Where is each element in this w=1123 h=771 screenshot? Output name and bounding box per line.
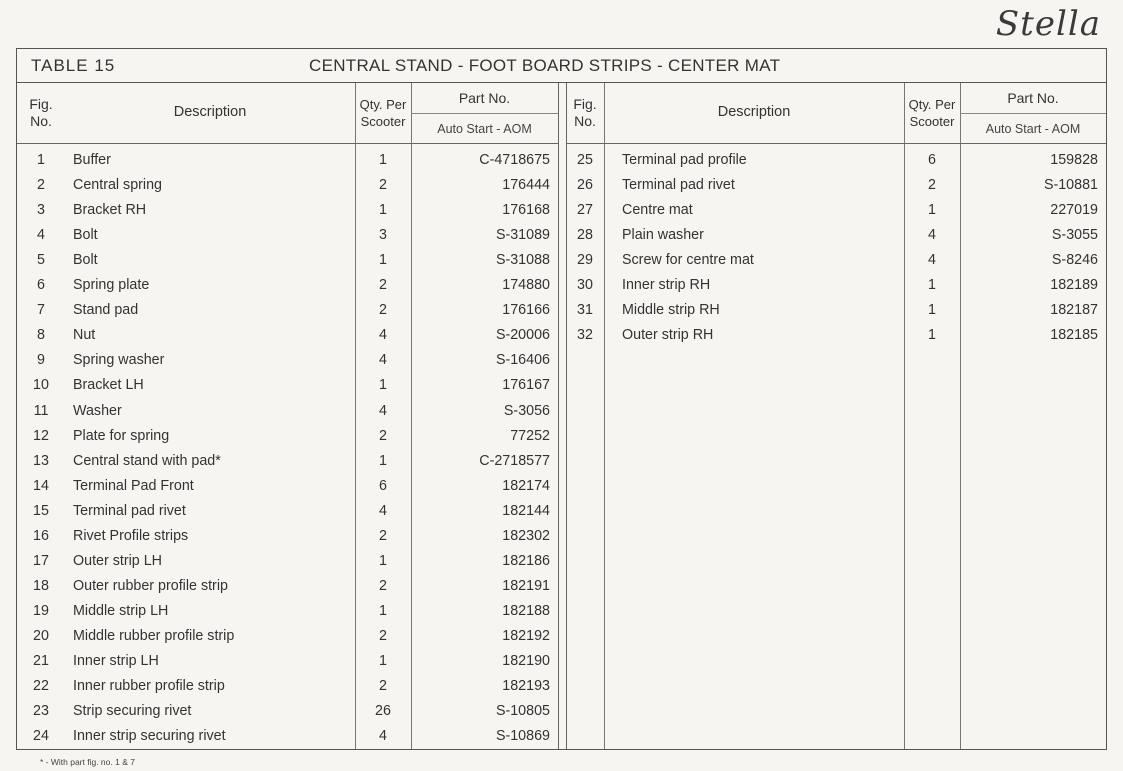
part-number: 182191: [502, 577, 550, 594]
part-description: Inner strip securing rivet: [73, 728, 226, 745]
header-fig: Fig. No.: [573, 96, 597, 129]
quantity: 2: [379, 527, 387, 544]
table-row: [17, 274, 558, 299]
quantity: 1: [379, 377, 387, 394]
table-row: [566, 174, 1106, 199]
fig-number: 14: [33, 477, 49, 494]
part-description: Central spring: [73, 177, 162, 194]
quantity: 1: [379, 152, 387, 168]
table-row: [566, 224, 1106, 249]
part-description: Outer rubber profile strip: [73, 577, 228, 594]
quantity: 4: [379, 402, 387, 419]
part-number: S-10881: [1043, 177, 1098, 194]
table-row: [566, 149, 1106, 174]
fig-number: 30: [577, 277, 593, 294]
fig-number: 16: [33, 527, 49, 544]
part-description: Outer strip RH: [622, 327, 714, 344]
quantity: 1: [379, 653, 387, 669]
fig-number: 8: [37, 327, 45, 344]
table-right-half: [566, 83, 1106, 749]
part-description: Stand pad: [73, 302, 139, 319]
footnote: * - With part fig. no. 1 & 7: [40, 757, 135, 767]
quantity: 1: [928, 327, 936, 344]
header-part-no: Part No.: [1007, 90, 1059, 106]
fig-number: 24: [33, 728, 49, 745]
part-description: Bracket RH: [73, 202, 147, 219]
part-number: 77252: [510, 427, 550, 444]
header-description: Description: [717, 104, 791, 120]
table-row: [566, 274, 1106, 299]
part-description: Middle strip LH: [73, 602, 169, 619]
table-row: [17, 700, 558, 725]
fig-number: 13: [33, 452, 49, 469]
quantity: 4: [379, 327, 387, 344]
table-row: [17, 199, 558, 224]
quantity: 1: [379, 452, 387, 469]
header-variant: Auto Start - AOM: [985, 122, 1081, 136]
part-number: S-16406: [495, 352, 550, 369]
table-row: [566, 324, 1106, 349]
fig-number: 4: [37, 227, 45, 244]
quantity: 1: [379, 552, 387, 569]
part-description: Plate for spring: [73, 427, 170, 444]
part-number: 182189: [1050, 277, 1098, 294]
quantity: 4: [928, 227, 936, 244]
fig-number: 26: [577, 177, 593, 194]
fig-number: 6: [37, 277, 45, 294]
quantity: 4: [379, 502, 387, 519]
fig-number: 7: [37, 302, 45, 319]
part-number: C-2718577: [479, 452, 550, 469]
part-number: 182193: [502, 678, 550, 695]
header-variant: Auto Start - AOM: [437, 122, 532, 136]
table-row: [17, 349, 558, 374]
table-row: [17, 149, 558, 174]
part-description: Nut: [73, 327, 96, 344]
quantity: 4: [379, 728, 387, 745]
part-description: Inner strip RH: [622, 277, 711, 294]
table-number: TABLE 15: [31, 56, 116, 75]
part-number: 182302: [502, 527, 550, 544]
fig-number: 5: [37, 252, 45, 269]
part-description: Rivet Profile strips: [73, 527, 189, 544]
quantity: 1: [379, 252, 387, 269]
table-row: [17, 475, 558, 500]
fig-number: 9: [37, 352, 45, 369]
part-number: S-10869: [495, 728, 550, 745]
part-number: 176444: [502, 177, 550, 194]
table-row: [17, 725, 558, 750]
table-row: [17, 550, 558, 575]
table-row: [17, 575, 558, 600]
part-number: 182174: [502, 477, 550, 494]
header-sub-divider: [411, 113, 558, 114]
part-description: Screw for centre mat: [622, 252, 754, 269]
fig-number: 28: [577, 227, 593, 244]
part-number: S-3056: [503, 402, 550, 419]
fig-number: 17: [33, 552, 49, 569]
table-row: [566, 199, 1106, 224]
table-row: [17, 500, 558, 525]
fig-number: 21: [33, 653, 49, 669]
part-description: Bolt: [73, 252, 98, 269]
quantity: 1: [928, 202, 936, 219]
fig-number: 19: [33, 602, 49, 619]
part-description: Inner rubber profile strip: [73, 678, 225, 695]
parts-table: [16, 48, 1107, 750]
table-row: [17, 650, 558, 675]
header-qty: Qty. Per Scooter: [908, 97, 956, 129]
part-description: Bolt: [73, 227, 98, 244]
part-number: 182187: [1050, 302, 1098, 319]
table-left-half: [17, 83, 558, 749]
table-row: [17, 400, 558, 425]
table-row: [17, 450, 558, 475]
fig-number: 15: [33, 502, 49, 519]
table-row: [17, 600, 558, 625]
part-number: 174880: [502, 277, 550, 294]
header-fig: Fig. No.: [29, 96, 53, 129]
fig-number: 31: [577, 302, 593, 319]
table-row: [566, 249, 1106, 274]
part-description: Middle strip RH: [622, 302, 720, 319]
fig-number: 18: [33, 577, 49, 594]
part-number: S-20006: [495, 327, 550, 344]
table-row: [17, 675, 558, 700]
table-row: [17, 174, 558, 199]
table-title: CENTRAL STAND - FOOT BOARD STRIPS - CENTER MAT: [309, 56, 781, 75]
part-description: Buffer: [73, 152, 111, 168]
part-number: 182144: [502, 502, 550, 519]
part-number: S-8246: [1051, 252, 1098, 269]
header-qty: Qty. Per Scooter: [359, 97, 407, 129]
table-row: [17, 525, 558, 550]
table-row: [17, 625, 558, 650]
quantity: 2: [379, 177, 387, 194]
header-sub-divider: [960, 113, 1106, 114]
quantity: 2: [379, 277, 387, 294]
fig-number: 25: [577, 152, 593, 168]
fig-number: 20: [33, 627, 49, 644]
fig-number: 1: [37, 152, 45, 168]
fig-number: 27: [577, 202, 593, 219]
part-number: 182188: [502, 602, 550, 619]
fig-number: 3: [37, 202, 45, 219]
part-number: 159828: [1050, 152, 1098, 168]
quantity: 1: [379, 202, 387, 219]
quantity: 1: [928, 277, 936, 294]
part-description: Terminal pad rivet: [622, 177, 735, 194]
fig-number: 22: [33, 678, 49, 695]
part-number: S-3055: [1051, 227, 1098, 244]
table-row: [17, 299, 558, 324]
part-description: Plain washer: [622, 227, 704, 244]
part-description: Terminal pad profile: [622, 152, 747, 168]
fig-number: 2: [37, 177, 45, 194]
part-number: 182186: [502, 552, 550, 569]
part-description: Strip securing rivet: [73, 703, 192, 720]
half-divider: [558, 83, 559, 749]
part-description: Central stand with pad*: [73, 452, 221, 469]
header-divider: [17, 143, 558, 144]
table-row: [17, 374, 558, 399]
quantity: 2: [379, 427, 387, 444]
fig-number: 11: [33, 402, 49, 419]
quantity: 2: [379, 627, 387, 644]
part-number: S-31089: [495, 227, 550, 244]
fig-number: 12: [33, 427, 49, 444]
part-number: S-31088: [495, 252, 550, 269]
quantity: 3: [379, 227, 387, 244]
part-number: C-4718675: [479, 152, 550, 168]
part-number: 176167: [502, 377, 550, 394]
fig-number: 23: [33, 703, 49, 720]
part-description: Centre mat: [622, 202, 693, 219]
quantity: 1: [379, 602, 387, 619]
quantity: 4: [928, 252, 936, 269]
part-description: Spring washer: [73, 352, 165, 369]
part-number: S-10805: [495, 703, 550, 720]
part-number: 182192: [502, 627, 550, 644]
quantity: 2: [379, 678, 387, 695]
table-row: [566, 299, 1106, 324]
part-description: Washer: [73, 402, 122, 419]
fig-number: 29: [577, 252, 593, 269]
part-number: 182185: [1050, 327, 1098, 344]
table-row: [17, 224, 558, 249]
fig-number: 10: [33, 377, 49, 394]
part-description: Middle rubber profile strip: [73, 627, 235, 644]
quantity: 4: [379, 352, 387, 369]
part-description: Outer strip LH: [73, 552, 162, 569]
table-title-row: [17, 49, 1106, 83]
part-number: 176166: [502, 302, 550, 319]
quantity: 1: [928, 302, 936, 319]
part-description: Terminal pad rivet: [73, 502, 186, 519]
fig-number: 32: [577, 327, 593, 344]
part-description: Spring plate: [73, 277, 150, 294]
part-description: Terminal Pad Front: [73, 477, 194, 494]
part-number: 227019: [1050, 202, 1098, 219]
quantity: 2: [379, 577, 387, 594]
table-row: [17, 249, 558, 274]
header-description: Description: [173, 104, 247, 120]
quantity: 6: [379, 477, 387, 494]
quantity: 2: [379, 302, 387, 319]
table-row: [17, 324, 558, 349]
part-number: 176168: [502, 202, 550, 219]
quantity: 2: [928, 177, 936, 194]
brand-logo: Stella: [995, 4, 1101, 44]
table-row: [17, 425, 558, 450]
part-description: Inner strip LH: [73, 653, 159, 669]
quantity: 6: [928, 152, 936, 168]
part-number: 182190: [502, 653, 550, 669]
header-divider: [566, 143, 1106, 144]
header-part-no: Part No.: [458, 90, 511, 106]
quantity: 26: [375, 703, 391, 720]
part-description: Bracket LH: [73, 377, 144, 394]
